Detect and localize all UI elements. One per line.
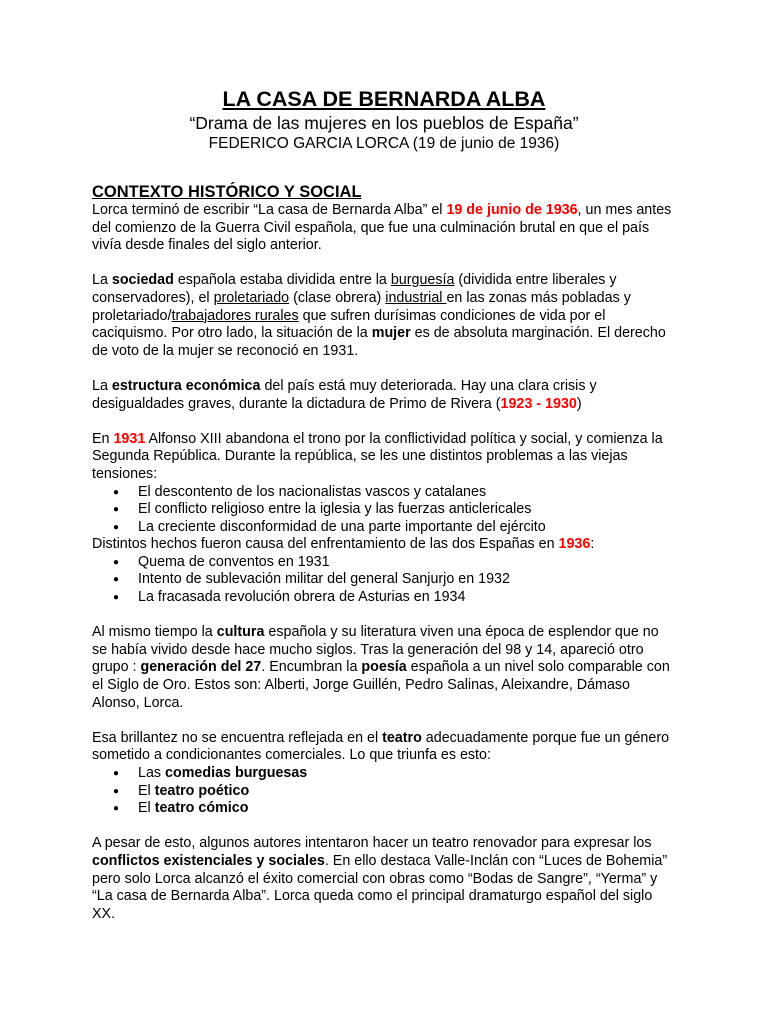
list-item: ● El conflicto religioso entre la iglesia y las fuerzas anticlericales bbox=[138, 501, 676, 519]
highlight-date: 19 de junio de 1936 bbox=[446, 202, 578, 218]
list-item: ● Quema de conventos en 1931 bbox=[138, 554, 676, 572]
paragraph-society: La sociedad española estaba dividida entre la burguesía (dividida entre liberales y conservadores), el proletariado (clase obrera) industrial en las zonas más pobladas y proletariado/trabajadores rurales que sufren durísimas condiciones de vida por el caciquismo. Por otro lado, la situación de la mujer es de absoluta marginación. El derecho de voto de la mujer se reconoció en 1931. bbox=[92, 272, 666, 359]
list-item: ● El teatro cómico bbox=[138, 800, 676, 818]
list-events bbox=[92, 554, 676, 607]
document-title: LA CASA DE BERNARDA ALBA bbox=[222, 87, 546, 111]
paragraph-culture: Al mismo tiempo la cultura española y su literatura viven una época de esplendor que no se había vivido desde hace mucho siglos. Tras la generación del 98 y 14, apareció otro grupo : generación del 27. Encumbran la poesía española a un nivel solo comparable con el Siglo de Oro. Estos son: Alberti, Jorge Guillén, Pedro Salinas, Aleixandre, Dámaso Alonso, Lorca. bbox=[92, 624, 670, 711]
section-heading: CONTEXTO HISTÓRICO Y SOCIAL bbox=[92, 183, 362, 201]
paragraph-intro: Lorca terminó de escribir “La casa de Bernarda Alba” el 19 de junio de 1936, un mes antes del comienzo de la Guerra Civil española, que fue una culminación brutal en que el país vivía desde finales del siglo anterior. bbox=[92, 202, 672, 254]
list-item: ● Las comedias burguesas bbox=[138, 765, 676, 783]
paragraph-two-spains: Distintos hechos fueron causa del enfrentamiento de las dos Españas en 1936: bbox=[92, 536, 595, 553]
paragraph-renewal: A pesar de esto, algunos autores intentaron hacer un teatro renovador para expresar los conflictos existenciales y sociales. En ello destaca Valle-Inclán con “Luces de Bohemia” pero solo Lorca alcanzó el éxito comercial con obras como “Bodas de Sangre”, “Yerma” y “La casa de Bernarda Alba”. Lorca queda como el principal dramaturgo español del siglo XX. bbox=[92, 835, 668, 922]
paragraph-republic: En 1931 Alfonso XIII abandona el trono por la conflictividad política y social, y comienza la Segunda República. Durante la república, se les une distintos problemas a las viejas tensiones: bbox=[92, 430, 663, 482]
paragraph-theatre: Esa brillantez no se encuentra reflejada en el teatro adecuadamente porque fue un género sometido a condicionantes comerciales. Lo que triunfa es esto: bbox=[92, 729, 670, 764]
list-theatre-genres bbox=[92, 765, 676, 818]
list-item: ● El descontento de los nacionalistas vascos y catalanes bbox=[138, 484, 676, 502]
list-tensions bbox=[92, 484, 676, 537]
highlight-years: 1923 - 1930 bbox=[500, 395, 577, 412]
highlight-year-1931: 1931 bbox=[113, 430, 146, 447]
list-item: ● La fracasada revolución obrera de Asturias en 1934 bbox=[138, 589, 676, 607]
list-item: ● La creciente disconformidad de una parte importante del ejército bbox=[138, 519, 676, 537]
document-subtitle: “Drama de las mujeres en los pueblos de España” bbox=[189, 113, 579, 133]
highlight-year-1936: 1936 bbox=[558, 536, 591, 553]
list-item: ● Intento de sublevación militar del general Sanjurjo en 1932 bbox=[138, 571, 676, 589]
paragraph-economy: La estructura económica del país está muy deteriorada. Hay una clara crisis y desigualdades graves, durante la dictadura de Primo de Rivera (1923 - 1930) bbox=[92, 377, 597, 412]
list-item: ● El teatro poético bbox=[138, 783, 676, 801]
document-author: FEDERICO GARCIA LORCA (19 de junio de 1936) bbox=[208, 135, 560, 152]
